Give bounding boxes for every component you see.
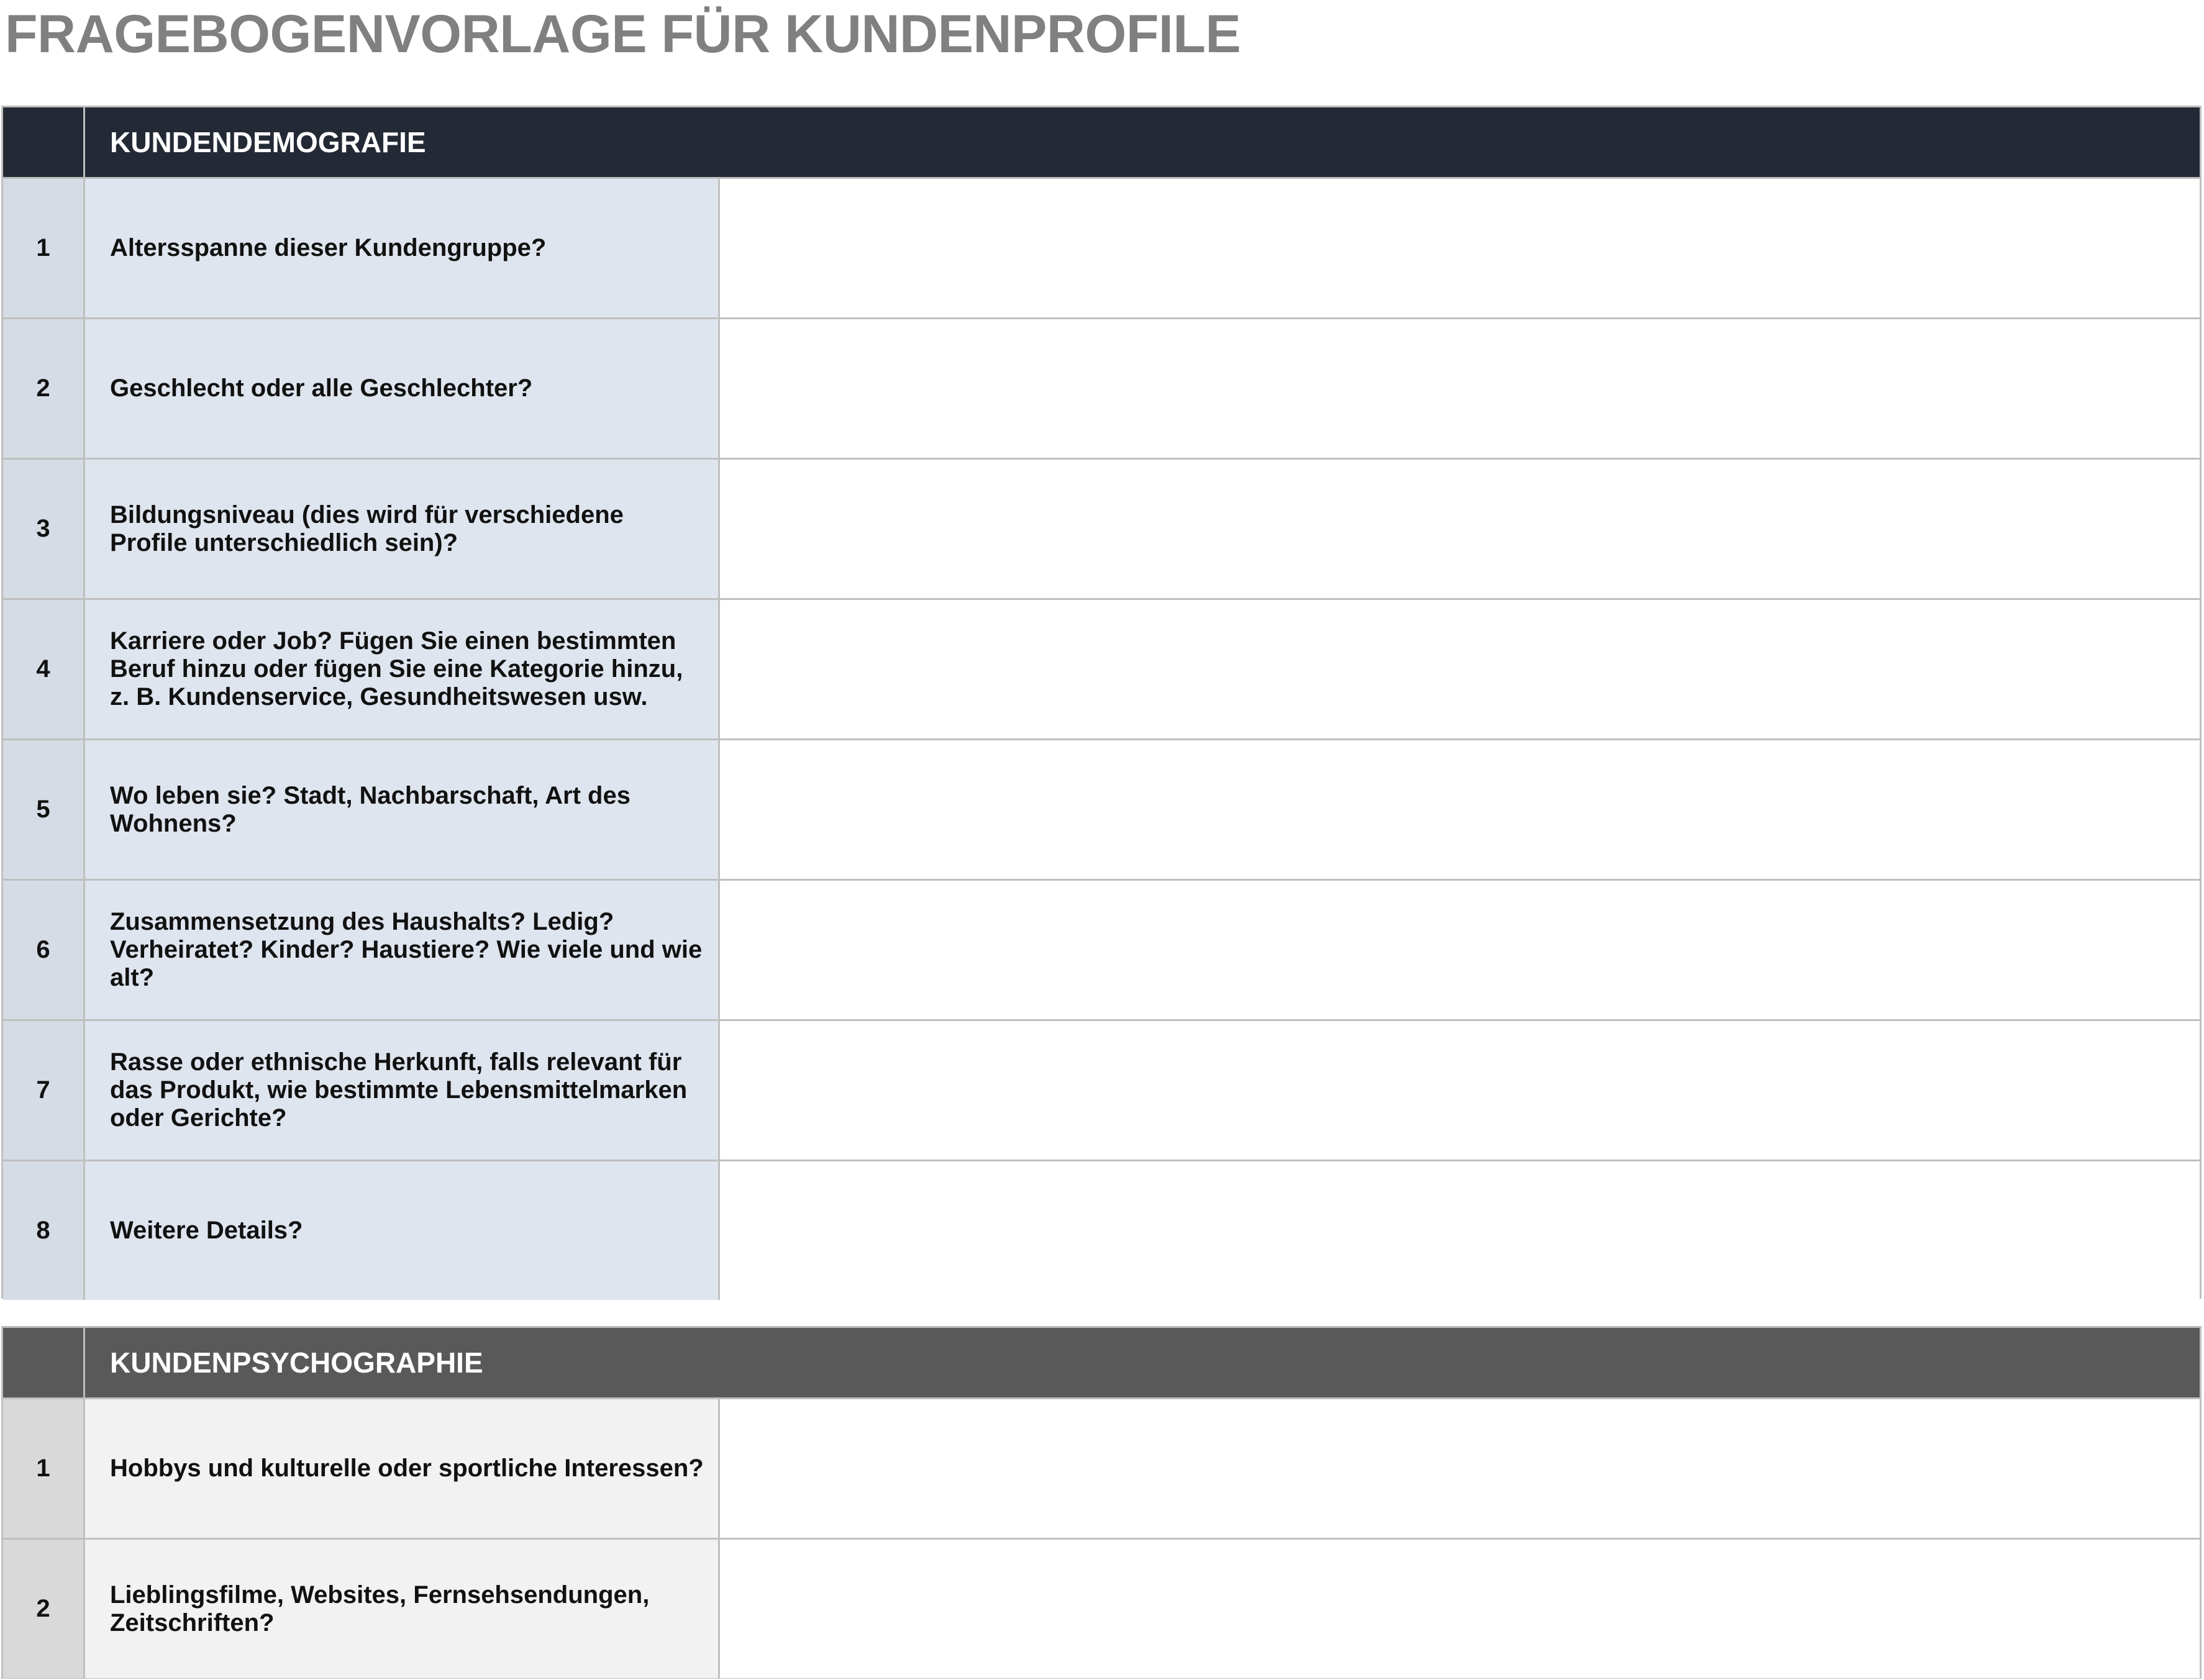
row-number: 7: [3, 1021, 85, 1160]
answer-cell[interactable]: [720, 319, 2200, 458]
question-cell: Bildungsniveau (dies wird für verschiedene Profile unterschiedlich sein)?: [85, 460, 720, 598]
answer-cell[interactable]: [720, 1021, 2200, 1160]
row-number: 5: [3, 740, 85, 879]
page-title: FRAGEBOGENVORLAGE FÜR KUNDENPROFILE: [5, 4, 1241, 64]
row-number: 2: [3, 319, 85, 458]
answer-cell[interactable]: [720, 179, 2200, 317]
answer-cell[interactable]: [720, 1161, 2200, 1300]
section-customer-demographics: [1, 106, 2202, 1299]
table-row: [3, 598, 2200, 738]
question-cell: Wo leben sie? Stadt, Nachbarschaft, Art des Wohnens?: [85, 740, 720, 879]
header-number-cell: [3, 1328, 85, 1397]
question-cell: Zusammensetzung des Haushalts? Ledig? Verheiratet? Kinder? Haustiere? Wie viele und wie alt?: [85, 881, 720, 1019]
row-number: 6: [3, 881, 85, 1019]
answer-cell[interactable]: [720, 881, 2200, 1019]
answer-cell[interactable]: [720, 740, 2200, 879]
table-row: [3, 317, 2200, 458]
answer-cell[interactable]: [720, 1399, 2200, 1538]
table-row: [3, 738, 2200, 879]
table-row: [3, 458, 2200, 598]
answer-cell[interactable]: [720, 460, 2200, 598]
row-number: 4: [3, 600, 85, 738]
row-number: 8: [3, 1161, 85, 1300]
section-customer-psychographics: [1, 1326, 2202, 1679]
table-row: [3, 1019, 2200, 1160]
question-cell: Hobbys und kulturelle oder sportliche Interessen?: [85, 1399, 720, 1538]
question-cell: Karriere oder Job? Fügen Sie einen bestimmten Beruf hinzu oder fügen Sie eine Kategorie hinzu, z. B. Kundenservice, Gesundheitswesen usw.: [85, 600, 720, 738]
section-heading: KUNDENDEMOGRAFIE: [110, 126, 426, 158]
header-number-cell: [3, 107, 85, 177]
table-row: [3, 879, 2200, 1019]
table-row: [3, 177, 2200, 317]
section-header: [3, 107, 2200, 177]
answer-cell[interactable]: [720, 600, 2200, 738]
row-number: 1: [3, 1399, 85, 1538]
question-cell: Lieblingsfilme, Websites, Fernsehsendungen, Zeitschriften?: [85, 1540, 720, 1678]
table-row: [3, 1397, 2200, 1538]
section-header: [3, 1328, 2200, 1397]
row-number: 2: [3, 1540, 85, 1678]
answer-cell[interactable]: [720, 1540, 2200, 1678]
section-heading: KUNDENPSYCHOGRAPHIE: [110, 1346, 483, 1379]
question-cell: Altersspanne dieser Kundengruppe?: [85, 179, 720, 317]
question-cell: Weitere Details?: [85, 1161, 720, 1300]
question-cell: Geschlecht oder alle Geschlechter?: [85, 319, 720, 458]
question-cell: Rasse oder ethnische Herkunft, falls relevant für das Produkt, wie bestimmte Lebensmittelmarken oder Gerichte?: [85, 1021, 720, 1160]
row-number: 3: [3, 460, 85, 598]
table-row: [3, 1160, 2200, 1300]
table-row: [3, 1538, 2200, 1678]
row-number: 1: [3, 179, 85, 317]
